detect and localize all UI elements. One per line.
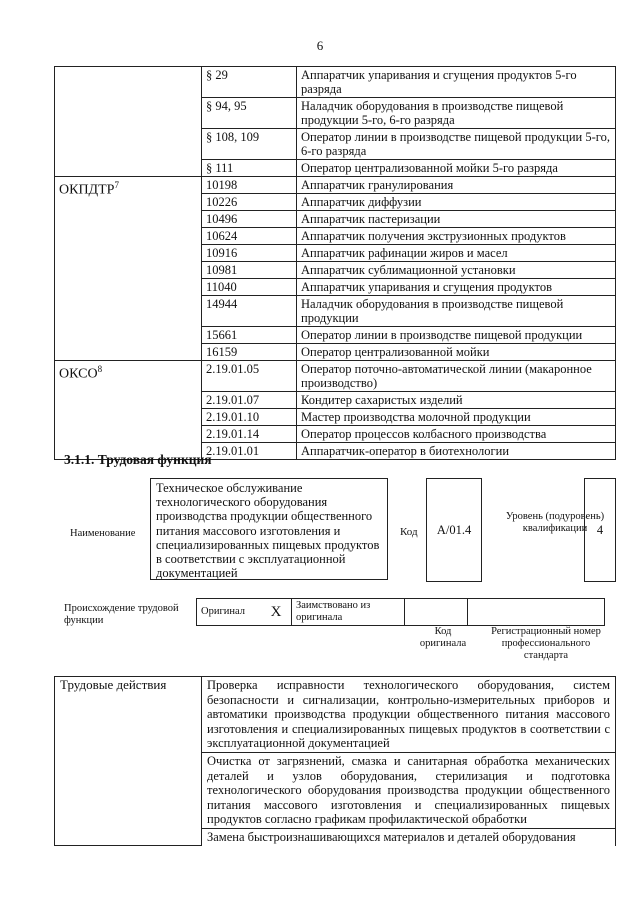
- classifier-code: § 111: [202, 160, 297, 177]
- reg-number-cell: [468, 599, 605, 626]
- occupation-name: Аппаратчик-оператор в биотехнологии: [297, 443, 616, 460]
- occupation-name: Оператор централизованной мойки: [297, 344, 616, 361]
- occupation-name: Кондитер сахаристых изделий: [297, 392, 616, 409]
- table-row: [55, 67, 616, 98]
- labor-action-item: Замена быстроизнашивающихся материалов и деталей оборудования: [202, 828, 616, 845]
- occupation-name: Аппаратчик гранулирования: [297, 177, 616, 194]
- code-original-label: Код оригинала: [419, 626, 467, 649]
- classifier-group: ОКПДТР$^7$: [55, 177, 202, 361]
- occupation-name: Оператор поточно-автоматической линии (макаронное производство): [297, 361, 616, 392]
- occupation-name: Аппаратчик рафинации жиров и масел: [297, 245, 616, 262]
- classifier-code: 15661: [202, 327, 297, 344]
- origin-label: Происхождение трудовой функции: [64, 603, 179, 626]
- function-name-label: Наименование: [70, 528, 136, 539]
- classifier-code: 10226: [202, 194, 297, 211]
- occupation-name: Наладчик оборудования в производстве пищевой продукции: [297, 296, 616, 327]
- labor-action-item: Очистка от загрязнений, смазка и санитарная обработка механических деталей и узлов оборудования, стерилизация и подготовка технологического оборудования производства продукции общественного питания массового изготовления и специализированных пищевых продуктов согласно графикам профилактической обработки: [202, 752, 616, 828]
- classifier-code: 2.19.01.10: [202, 409, 297, 426]
- qualification-codes-table: [54, 66, 616, 460]
- occupation-name: Наладчик оборудования в производстве пищевой продукции 5-го, 6-го разряда: [297, 98, 616, 129]
- classifier-code: 16159: [202, 344, 297, 361]
- table-row: [55, 361, 616, 392]
- classifier-group: [55, 67, 202, 177]
- classifier-code: 14944: [202, 296, 297, 327]
- code-original-cell: [405, 599, 468, 626]
- classifier-code: 10624: [202, 228, 297, 245]
- occupation-name: Аппаратчик диффузии: [297, 194, 616, 211]
- occupation-name: Оператор линии в производстве пищевой продукции 5-го, 6-го разряда: [297, 129, 616, 160]
- labor-actions-table: [54, 676, 616, 846]
- function-name-value: Техническое обслуживание технологического оборудования производства продукции общественного питания массового изготовления и специализированных пищевых продуктов в соответствии с эксплуатационной документацией: [150, 478, 388, 580]
- occupation-name: Оператор линии в производстве пищевой продукции: [297, 327, 616, 344]
- occupation-name: Аппаратчик упаривания и сгущения продуктов: [297, 279, 616, 296]
- occupation-name: Аппаратчик пастеризации: [297, 211, 616, 228]
- borrowed-label: Заимствовано из оригинала: [292, 599, 405, 626]
- classifier-code: 2.19.01.14: [202, 426, 297, 443]
- classifier-code: § 108, 109: [202, 129, 297, 160]
- occupation-name: Аппаратчик сублимационной установки: [297, 262, 616, 279]
- occupation-name: Мастер производства молочной продукции: [297, 409, 616, 426]
- footnote-mark: 8: [97, 364, 103, 374]
- classifier-code: 10981: [202, 262, 297, 279]
- occupation-name: Аппаратчик получения экструзионных продуктов: [297, 228, 616, 245]
- original-label: Оригинал: [197, 599, 262, 626]
- classifier-code: 2.19.01.01: [202, 443, 297, 460]
- labor-actions-label: Трудовые действия: [55, 677, 202, 846]
- original-mark: X: [261, 599, 292, 626]
- occupation-name: Оператор процессов колбасного производства: [297, 426, 616, 443]
- classifier-code: 11040: [202, 279, 297, 296]
- classifier-code: 10496: [202, 211, 297, 228]
- page-number: 6: [316, 38, 324, 53]
- section-title: 3.1.1. Трудовая функция: [64, 452, 212, 467]
- origin-table: [196, 598, 605, 626]
- classifier-code: 10198: [202, 177, 297, 194]
- reg-number-label: Регистрационный номер профессионального стандарта: [491, 626, 601, 661]
- labor-action-item: Проверка исправности технологического оборудования, систем безопасности и сигнализации, контрольно-измерительных приборов и автоматики производства продукции общественного питания массового изготовления и специализированных пищевых продуктов в соответствии с эксплуатационной документацией: [202, 677, 616, 753]
- table-row: [55, 177, 616, 194]
- qualification-level-label: Уровень (подуровень) квалификации: [505, 511, 605, 534]
- qualification-level-value: 4: [584, 478, 616, 582]
- function-code-label: Код: [400, 526, 418, 538]
- classifier-code: 10916: [202, 245, 297, 262]
- occupation-name: Аппаратчик упаривания и сгущения продуктов 5-го разряда: [297, 67, 616, 98]
- function-code-value: А/01.4: [426, 478, 482, 582]
- occupation-name: Оператор централизованной мойки 5-го разряда: [297, 160, 616, 177]
- classifier-code: 2.19.01.05: [202, 361, 297, 392]
- classifier-group: ОКСО$^8$: [55, 361, 202, 460]
- classifier-code: § 29: [202, 67, 297, 98]
- classifier-code: § 94, 95: [202, 98, 297, 129]
- footnote-mark: 7: [114, 180, 119, 190]
- classifier-code: 2.19.01.07: [202, 392, 297, 409]
